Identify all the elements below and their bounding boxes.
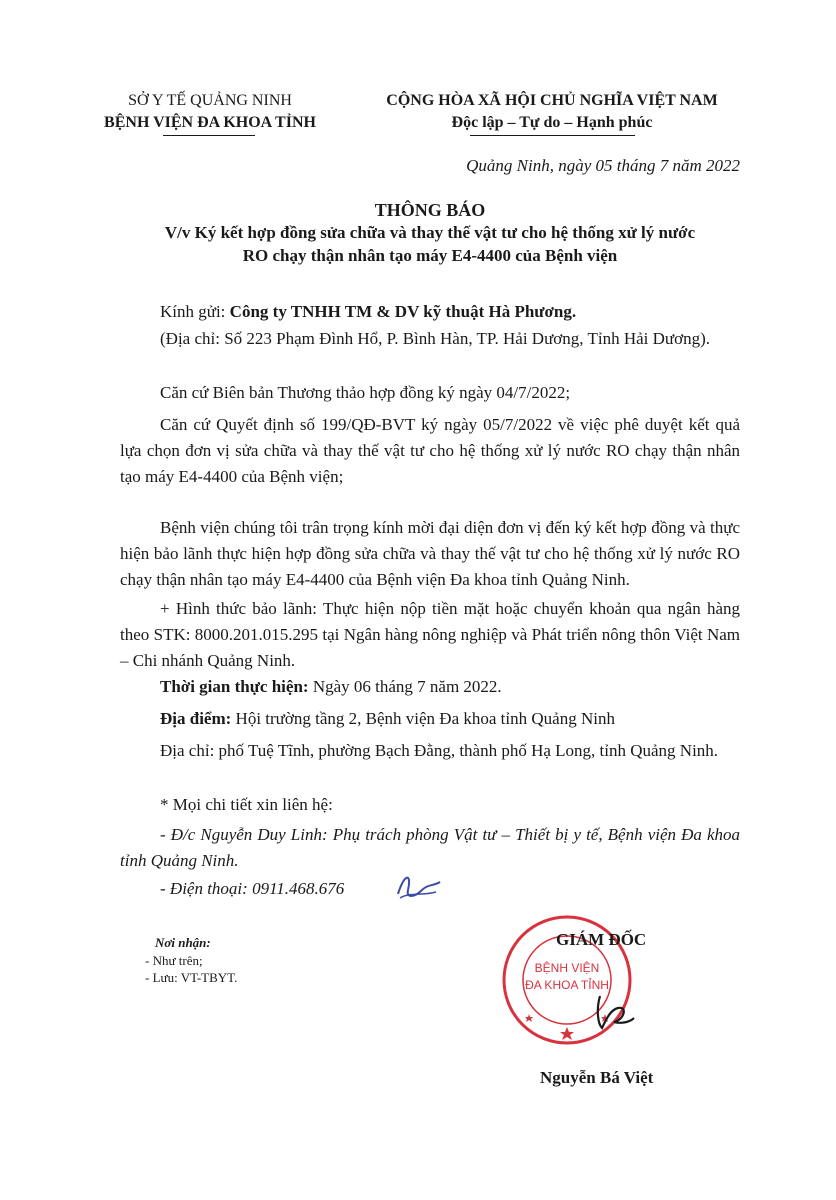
document-date: Quảng Ninh, ngày 05 tháng 7 năm 2022: [466, 156, 740, 175]
place-address: Địa chỉ: phố Tuệ Tĩnh, phường Bạch Đằng, thành phố Hạ Long, tỉnh Quảng Ninh.: [160, 741, 719, 760]
signer-name: Nguyễn Bá Việt: [540, 1068, 654, 1087]
hospital-name: BỆNH VIỆN ĐA KHOA TỈNH: [104, 114, 316, 131]
header-left-underline: [163, 135, 255, 136]
contact-intro: * Mọi chi tiết xin liên hệ:: [160, 795, 333, 814]
execution-place: [160, 706, 615, 732]
time-value: Ngày 06 tháng 7 năm 2022.: [308, 677, 502, 696]
invitation-paragraph: Bệnh viện chúng tôi trân trọng kính mời đại diện đơn vị đến ký kết hợp đồng và thực hiện bảo lãnh thực hiện hợp đồng sửa chữa và thay thế vật tư cho hệ thống xử lý nước RO chạy thận nhân tạo máy E4-4400 của Bệnh viện Đa khoa tỉnh Quảng Ninh.: [120, 518, 740, 589]
greeting-recipient: Công ty TNHH TM & DV kỹ thuật Hà Phương.: [229, 302, 577, 321]
signature: [588, 990, 636, 1034]
recipients-label: Nơi nhận:: [155, 935, 211, 950]
national-title: CỘNG HÒA XÃ HỘI CHỦ NGHĨA VIỆT NAM: [386, 92, 718, 109]
header-right-underline: [470, 135, 635, 136]
recipient-address: (Địa chỉ: Số 223 Phạm Đình Hổ, P. Bình Hàn, TP. Hải Dương, Tỉnh Hải Dương).: [160, 329, 711, 348]
recipient-item: - Lưu: VT-TBYT.: [145, 970, 238, 985]
basis-decision: Căn cứ Quyết định số 199/QĐ-BVT ký ngày 05/7/2022 về việc phê duyệt kết quả lựa chọn đơn vị sửa chữa và thay thế vật tư cho hệ thống xử lý nước RO chạy thận nhân tạo máy E4-4400 của Bệnh viện;: [120, 415, 740, 486]
place-label: Địa điểm:: [160, 709, 232, 728]
document-subject-line1: V/v Ký kết hợp đồng sửa chữa và thay thế vật tư cho hệ thống xử lý nước: [164, 223, 696, 242]
national-motto: Độc lập – Tự do – Hạnh phúc: [451, 114, 653, 131]
signer-title: GIÁM ĐỐC: [556, 930, 647, 949]
basis-negotiation: Căn cứ Biên bản Thương thảo hợp đồng ký ngày 04/7/2022;: [160, 383, 571, 402]
execution-time: [160, 674, 502, 700]
time-label: Thời gian thực hiện:: [160, 677, 309, 696]
guarantee-paragraph: + Hình thức bảo lãnh: Thực hiện nộp tiền mặt hoặc chuyển khoản qua ngân hàng theo STK: 8000.201.015.295 tại Ngân hàng nông nghiệp và Phát triển nông thôn Việt Nam – Chi nhánh Quảng Ninh.: [120, 599, 740, 670]
document-subject-line2: RO chạy thận nhân tạo máy E4-4400 của Bệnh viện: [242, 246, 618, 265]
stamp-line: ĐA KHOA TỈNH: [525, 978, 609, 992]
greeting: [160, 299, 576, 325]
greeting-label: Kính gửi:: [160, 302, 230, 321]
recipient-item: - Như trên;: [145, 953, 203, 968]
initial-signature-mark: [392, 868, 444, 904]
contact-phone: - Điện thoại: 0911.468.676: [160, 879, 345, 898]
agency-name: SỞ Y TẾ QUẢNG NINH: [128, 92, 292, 109]
stamp-line: BỆNH VIỆN: [534, 961, 600, 975]
contact-person: - Đ/c Nguyễn Duy Linh: Phụ trách phòng Vật tư – Thiết bị y tế, Bệnh viện Đa khoa tỉnh Quảng Ninh.: [120, 825, 740, 870]
place-value: Hội trường tầng 2, Bệnh viện Đa khoa tỉnh Quảng Ninh: [231, 709, 615, 728]
stamp-text: [500, 960, 634, 994]
document-title: THÔNG BÁO: [374, 200, 486, 220]
